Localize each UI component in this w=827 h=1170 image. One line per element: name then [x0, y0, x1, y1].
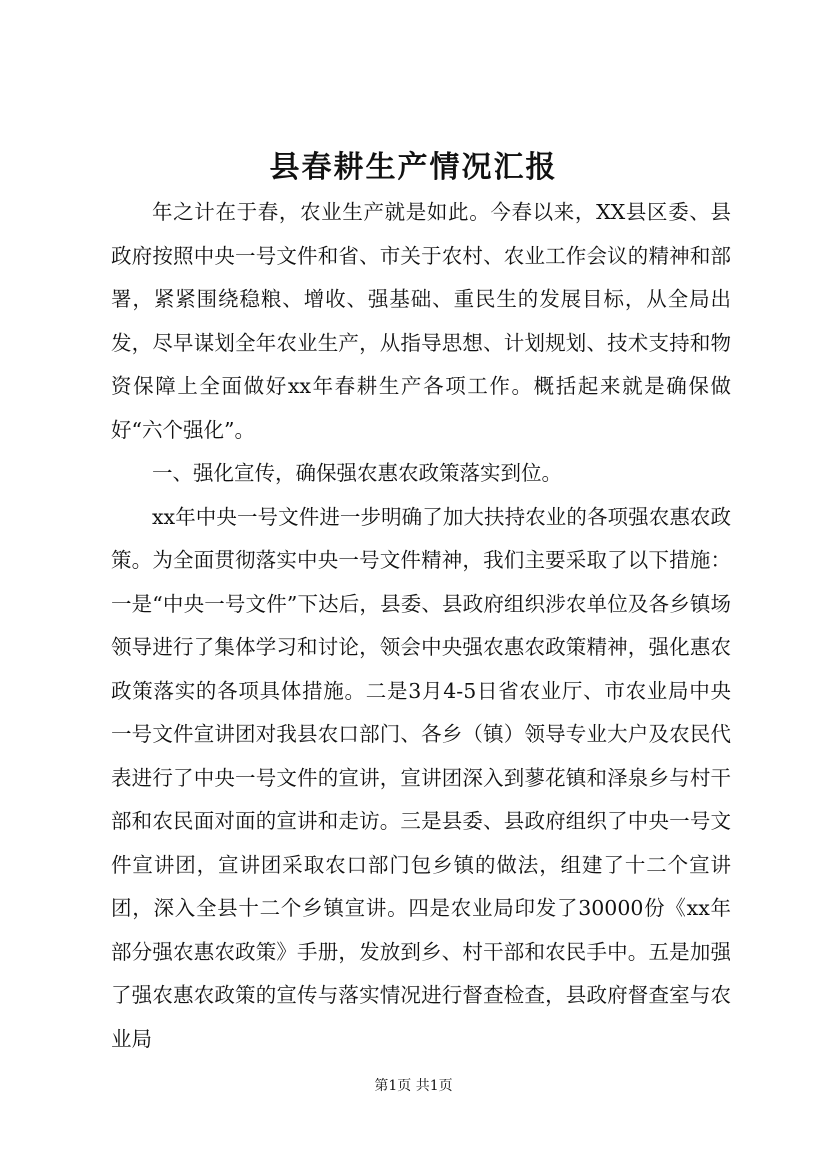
page-footer: 第1页 共1页	[374, 1078, 453, 1094]
section-heading: 一、强化宣传，确保强农惠农政策落实到位。	[152, 461, 562, 485]
paragraph-intro: 年之计在于春，农业生产就是如此。今春以来，XX县区委、县政府按照中央一号文件和省、市关于农村、农业工作会议的精神和部署，紧紧围绕稳粮、增收、强基础、重民生的发展目标，从全局出发，尽早谋划全年农业生产，从指导思想、计划规划、技术支持和物资保障上全面做好xx年春耕生产各项工作。概括起来就是确保做好“六个强化”。	[111, 200, 731, 442]
document-body	[111, 191, 731, 1061]
document-title: 县春耕生产情况汇报	[269, 150, 558, 185]
paragraph-measures: xx年中央一号文件进一步明确了加大扶持农业的各项强农惠农政策。为全面贯彻落实中央一号文件精神，我们主要采取了以下措施：一是“中央一号文件”下达后，县委、县政府组织涉农单位及各乡镇场领导进行了集体学习和讨论，领会中央强农惠农政策精神，强化惠农政策落实的各项具体措施。二是3月4-5日省农业厅、市农业局中央一号文件宣讲团对我县农口部门、各乡（镇）领导专业大户及农民代表进行了中央一号文件的宣讲，宣讲团深入到蓼花镇和泽泉乡与村干部和农民面对面的宣讲和走访。三是县委、县政府组织了中央一号文件宣讲团，宣讲团采取农口部门包乡镇的做法，组建了十二个宣讲团，深入全县十二个乡镇宣讲。四是农业局印发了30000份《xx年部分强农惠农政策》手册，发放到乡、村干部和农民手中。五是加强了强农惠农政策的宣传与落实情况进行督查检查，县政府督查室与农业局	[111, 504, 731, 1051]
